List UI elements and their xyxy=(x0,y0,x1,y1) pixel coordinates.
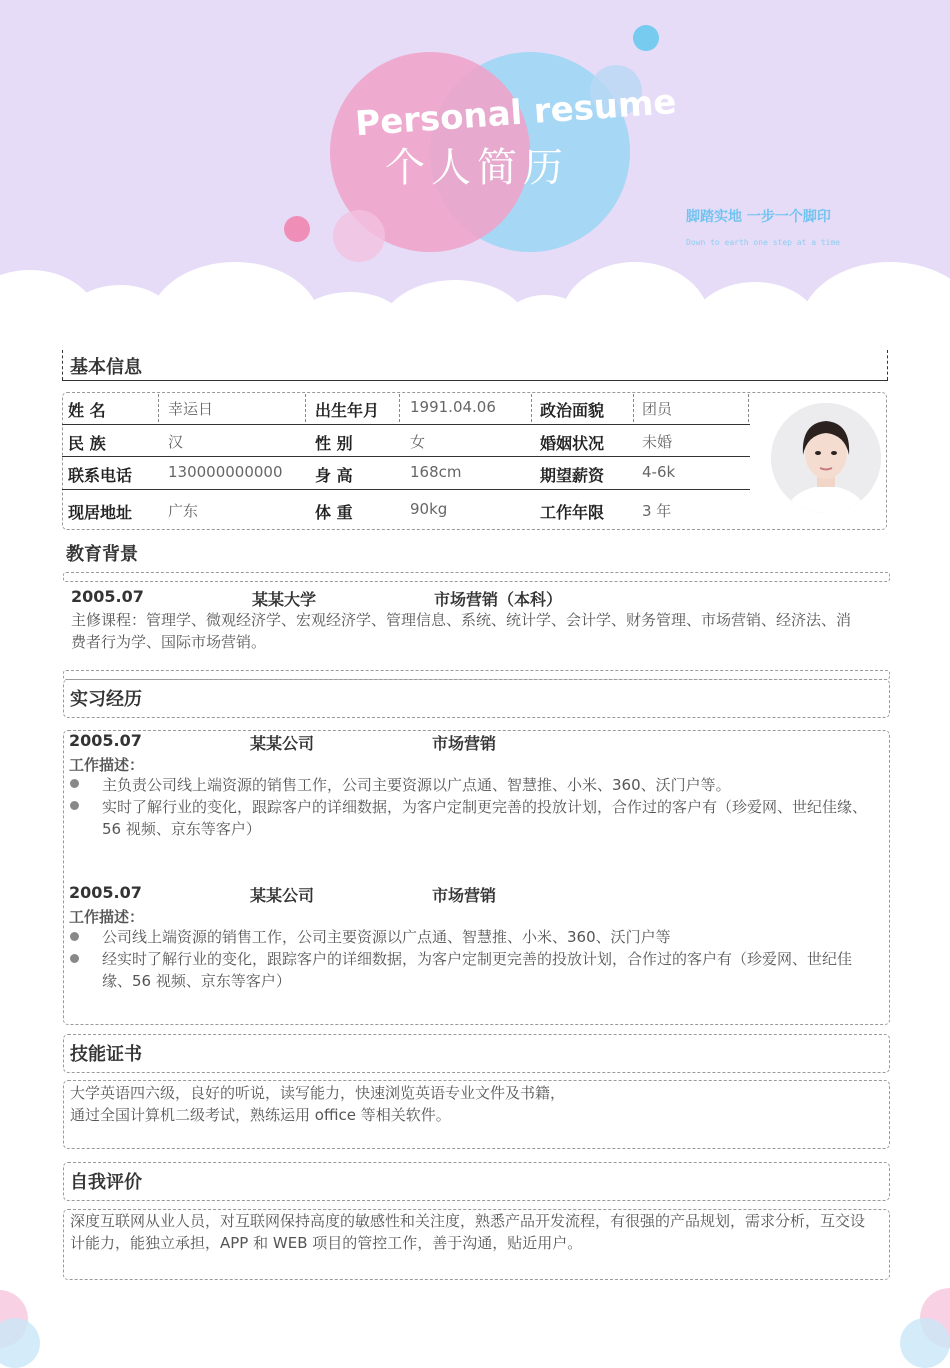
portrait-icon xyxy=(771,403,881,513)
self-header xyxy=(63,1162,890,1201)
value-gender: 女 xyxy=(410,433,426,451)
section-title: 基本信息 xyxy=(70,357,142,378)
edu-courses: 主修课程：管理学、微观经济学、宏观经济学、管理信息、系统、统计学、会计学、财务管理、市场营销、经济法、消费者行为学、国际市场营销。 xyxy=(71,611,852,651)
job-role: 市场营销 xyxy=(432,886,497,905)
job-date: 2005.07 xyxy=(69,731,142,750)
label-gender: 性 别 xyxy=(315,434,353,453)
value-height: 168cm xyxy=(410,463,462,481)
section-title: 技能证书 xyxy=(70,1044,142,1065)
value-address: 广东 xyxy=(168,502,199,520)
motto-english: Down to earth one step at a time xyxy=(686,238,841,247)
value-birth: 1991.04.06 xyxy=(410,398,496,416)
basic-info-header xyxy=(62,350,888,381)
value-weight: 90kg xyxy=(410,500,448,518)
job-desc-label: 工作描述： xyxy=(69,756,145,774)
job-desc-label: 工作描述： xyxy=(69,908,145,926)
bullet-dot xyxy=(70,779,79,788)
label-phone: 联系电话 xyxy=(68,466,133,485)
value-salary: 4-6k xyxy=(642,463,676,481)
self-text: 深度互联网从业人员，对互联网保持高度的敏感性和关注度，熟悉产品开发流程，有很强的产品规划，需求分析，互交设计能力，能独立承担，APP 和 WEB 项目的管控工作，善于沟通，贴近用户。 xyxy=(70,1212,866,1252)
value-name: 幸运日 xyxy=(168,400,214,418)
job-date: 2005.07 xyxy=(69,883,142,902)
label-height: 身 高 xyxy=(315,466,353,485)
label-politics: 政治面貌 xyxy=(540,401,605,420)
avatar xyxy=(771,403,881,513)
job-bullet: 公司线上端资源的销售工作，公司主要资源以广点通、智慧推、小米、360、沃门户等 xyxy=(102,928,671,946)
skills-text: 大学英语四六级，良好的听说，读写能力，快速浏览英语专业文件及书籍， 通过全国计算机二级考试，熟练运用 office 等相关软件。 xyxy=(70,1084,566,1124)
value-ethnicity: 汉 xyxy=(168,433,184,451)
title-english: Personal resume xyxy=(353,82,678,145)
bullet-dot xyxy=(70,801,79,810)
title-chinese: 个人简历 xyxy=(385,145,569,191)
label-experience: 工作年限 xyxy=(540,503,605,522)
section-title: 教育背景 xyxy=(66,544,138,565)
section-title: 自我评价 xyxy=(70,1172,142,1193)
value-politics: 团员 xyxy=(642,400,673,418)
label-weight: 体 重 xyxy=(315,503,353,522)
edu-major: 市场营销（本科） xyxy=(434,590,563,609)
corner-blue-circle xyxy=(0,1318,40,1368)
corner-blue-circle xyxy=(900,1318,950,1368)
value-marital: 未婚 xyxy=(642,433,673,451)
job-bullet: 实时了解行业的变化，跟踪客户的详细数据，为客户定制更完善的投放计划，合作过的客户有（珍爱网、世纪佳缘、56 视频、京东等客户） xyxy=(102,798,868,838)
skills-header xyxy=(63,1034,890,1073)
edu-school: 某某大学 xyxy=(252,590,317,609)
label-birth: 出生年月 xyxy=(315,401,380,420)
edu-date: 2005.07 xyxy=(71,587,144,606)
section-title: 实习经历 xyxy=(70,689,142,710)
value-phone: 130000000000 xyxy=(168,463,283,481)
motto-chinese: 脚踏实地 一步一个脚印 xyxy=(686,209,831,225)
bullet-dot xyxy=(70,932,79,941)
job-bullet: 经实时了解行业的变化，跟踪客户的详细数据，为客户定制更完善的投放计划，合作过的客户有（珍爱网、世纪佳缘、56 视频、京东等客户） xyxy=(102,950,853,990)
internship-header xyxy=(63,679,890,718)
job-company: 某某公司 xyxy=(250,886,315,905)
job-company: 某某公司 xyxy=(250,734,315,753)
divider xyxy=(63,572,890,582)
label-salary: 期望薪资 xyxy=(540,466,605,485)
job-role: 市场营销 xyxy=(432,734,497,753)
job-bullet: 主负责公司线上端资源的销售工作，公司主要资源以广点通、智慧推、小米、360、沃门户等。 xyxy=(102,776,731,794)
label-ethnicity: 民 族 xyxy=(68,434,106,453)
dot-blue-circle xyxy=(633,25,659,51)
label-marital: 婚姻状况 xyxy=(540,434,605,453)
dot-pink-circle xyxy=(284,216,310,242)
value-experience: 3 年 xyxy=(642,502,672,520)
label-name: 姓 名 xyxy=(68,401,106,420)
label-address: 现居地址 xyxy=(68,503,133,522)
bullet-dot xyxy=(70,954,79,963)
small-pink-circle xyxy=(333,210,385,262)
